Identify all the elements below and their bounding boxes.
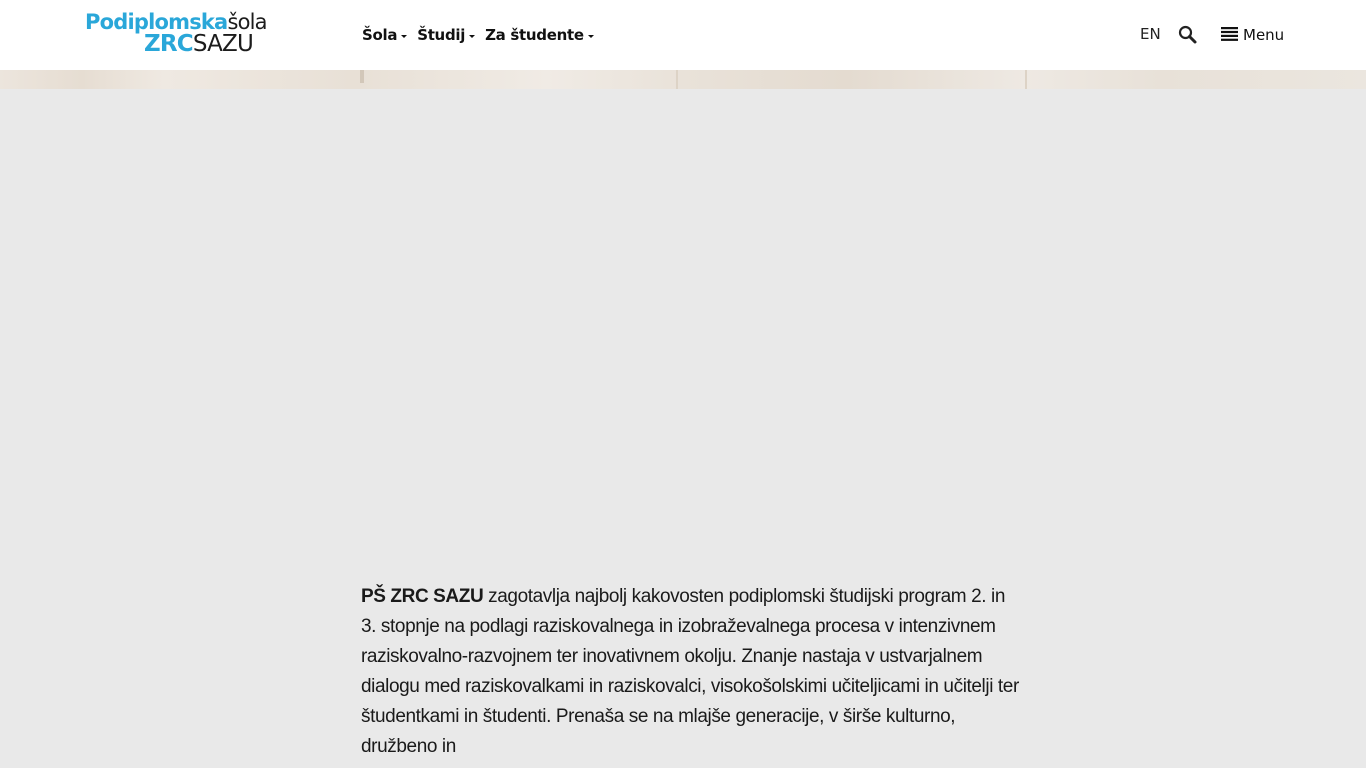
nav-item-za-studente[interactable] (485, 26, 594, 44)
caret-down-icon (401, 35, 407, 38)
nav-item-studij[interactable] (417, 26, 475, 44)
intro-text: zagotavlja najbolj kakovosten podiplomski študijski program 2. in 3. stopnje na podlagi raziskovalnega in izobraževalnega procesa v intenzivnem raziskovalno-razvojnem ter inovativnem okolju. Znanje nastaja v ustvarjalnem dialogu med raziskovalkami in raziskovalci, visokošolskimi učiteljicami in učitelji ter študentkami in študenti. Prenaša se na mlajše generacije, v širše kulturno, družbeno in (361, 586, 1019, 757)
hamburger-icon (1221, 26, 1238, 45)
menu-button[interactable] (1221, 24, 1284, 46)
language-switch[interactable]: EN (1140, 25, 1161, 43)
site-header (0, 0, 1366, 70)
nav-item-label: Za študente (485, 26, 584, 44)
hero-image-strip (0, 70, 1366, 89)
nav-item-label: Študij (417, 26, 466, 44)
site-logo[interactable] (85, 10, 275, 58)
main-nav (362, 0, 604, 70)
logo-line-1: Podiplomskašola (85, 10, 267, 34)
nav-item-label: Šola (362, 26, 398, 44)
nav-item-sola[interactable] (362, 26, 407, 44)
caret-down-icon (588, 35, 594, 38)
intro-bold: PŠ ZRC SAZU (361, 586, 484, 607)
menu-label: Menu (1243, 26, 1285, 44)
search-icon[interactable] (1177, 24, 1199, 46)
caret-down-icon (469, 35, 475, 38)
intro-paragraph (361, 582, 1021, 762)
main-content (361, 582, 1021, 762)
logo-line-2: ZRCSAZU (144, 31, 254, 57)
